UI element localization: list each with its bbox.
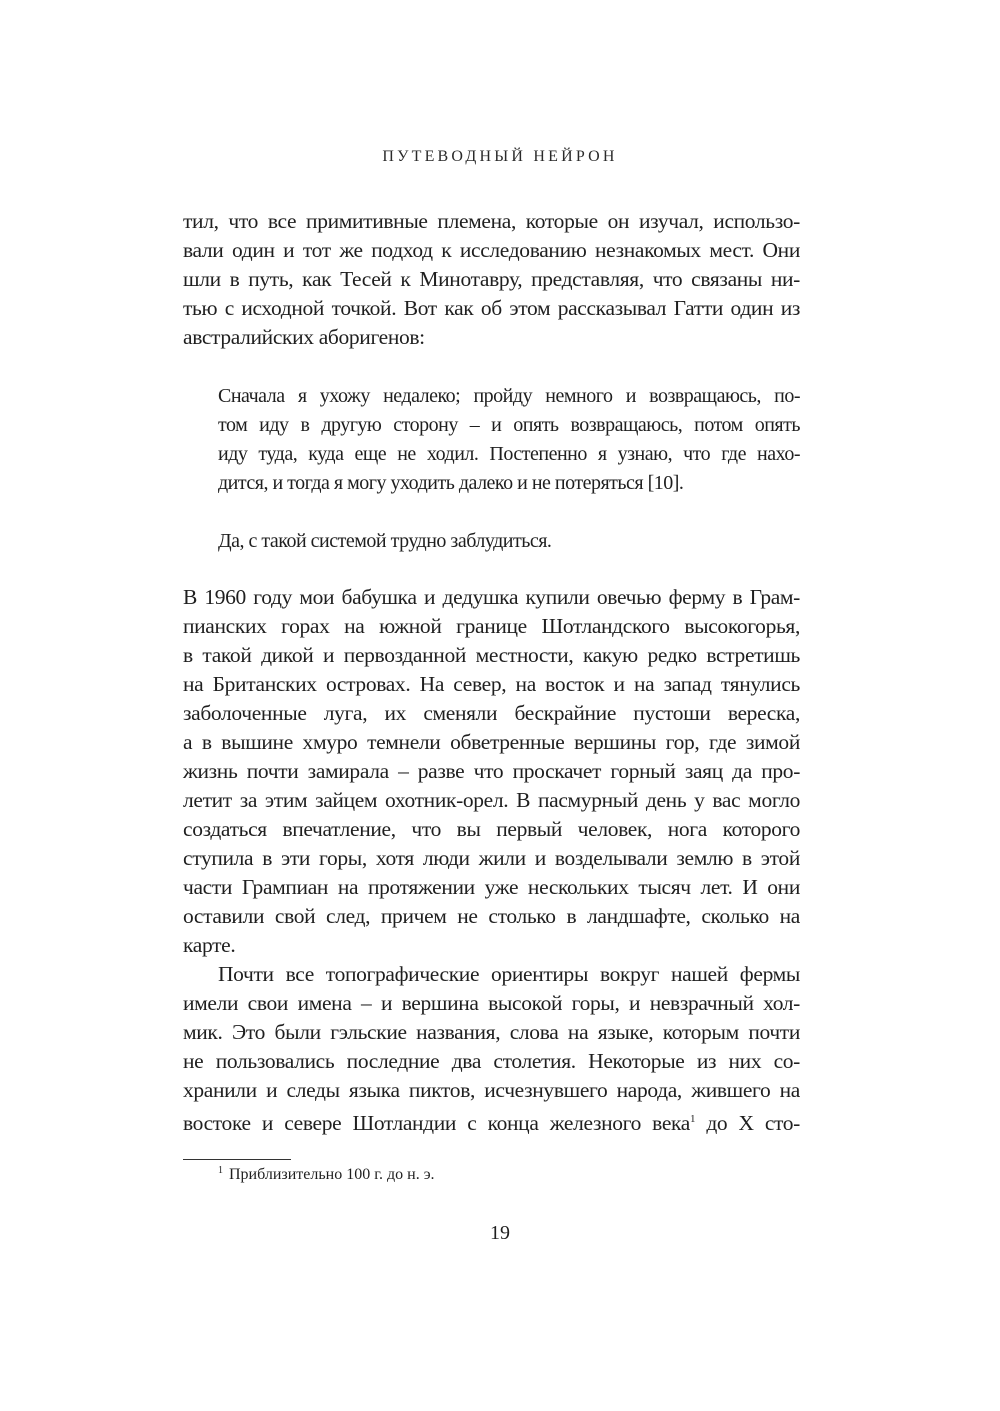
- text-line: заболоченные луга, их сменяли бескрайние пустоши вереска,: [183, 701, 800, 725]
- text-line: не пользовались последние два столетия. Некоторые из них со-: [183, 1049, 800, 1073]
- footnote: [218, 1165, 435, 1184]
- text-line: Почти все топографические ориентиры вокруг нашей фермы: [218, 962, 800, 986]
- quote-line: том иду в другую сторону – и опять возвращаюсь, потом опять: [218, 414, 800, 436]
- text-line: создаться впечатление, что вы первый человек, нога которого: [183, 817, 800, 841]
- text-line: летит за этим зайцем охотник-орел. В пасмурный день у вас могло: [183, 788, 800, 812]
- text-line: мик. Это были гэльские названия, слова на языке, которым почти: [183, 1020, 800, 1044]
- text-line: [183, 1105, 800, 1138]
- text-line: части Грампиан на протяжении уже нескольких тысяч лет. И они: [183, 875, 800, 899]
- text-line: оставили свой след, причем не столько в ландшафте, сколько на: [183, 904, 800, 928]
- footnote-marker: 1: [218, 1165, 223, 1176]
- text-line: в такой дикой и первозданной местности, какую редко встретишь: [183, 643, 800, 667]
- text-line: вали один и тот же подход к исследованию незнакомых мест. Они: [183, 238, 800, 262]
- text-line: имели свои имена – и вершина высокой горы, и невзрачный хол-: [183, 991, 800, 1015]
- text-line: тью с исходной точкой. Вот как об этом рассказывал Гатти один из: [183, 296, 800, 320]
- text-line: В 1960 году мои бабушка и дедушка купили овечью ферму в Грам-: [183, 585, 800, 609]
- text-span: востоке и севере Шотландии с конца железного века: [183, 1111, 690, 1135]
- text-line: жизнь почти замирала – разве что проскачет горный заяц да про-: [183, 759, 800, 783]
- text-line: хранили и следы языка пиктов, исчезнувшего народа, жившего на: [183, 1078, 800, 1102]
- quote-line: иду туда, куда еще не ходил. Постепенно я узнаю, что где нахо-: [218, 443, 800, 465]
- quote-followup: Да, с такой системой трудно заблудиться.: [218, 530, 552, 552]
- page-number: 19: [490, 1222, 510, 1244]
- footnote-divider: [183, 1159, 291, 1160]
- text-line: ступила в эти горы, хотя люди жили и возделывали землю в этой: [183, 846, 800, 870]
- footnote-text: Приблизительно 100 г. до н. э.: [229, 1166, 435, 1183]
- text-span: до X сто-: [695, 1111, 800, 1135]
- quote-line: дится, и тогда я могу уходить далеко и не потеряться [10].: [218, 472, 684, 494]
- text-line: шли в путь, как Тесей к Минотавру, представляя, что связаны ни-: [183, 267, 800, 291]
- text-line: австралийских аборигенов:: [183, 325, 425, 349]
- footnote-reference[interactable]: 1: [689, 1113, 696, 1125]
- text-line: тил, что все примитивные племена, которые он изучал, использо-: [183, 209, 800, 233]
- text-line: а в вышине хмуро темнели обветренные вершины гор, где зимой: [183, 730, 800, 754]
- text-line: пианских горах на южной границе Шотландского высокогорья,: [183, 614, 800, 638]
- text-line: на Британских островах. На север, на восток и на запад тянулись: [183, 672, 800, 696]
- text-line: карте.: [183, 933, 236, 957]
- quote-line: Сначала я ухожу недалеко; пройду немного и возвращаюсь, по-: [218, 385, 800, 407]
- running-head: ПУТЕВОДНЫЙ НЕЙРОН: [382, 148, 618, 165]
